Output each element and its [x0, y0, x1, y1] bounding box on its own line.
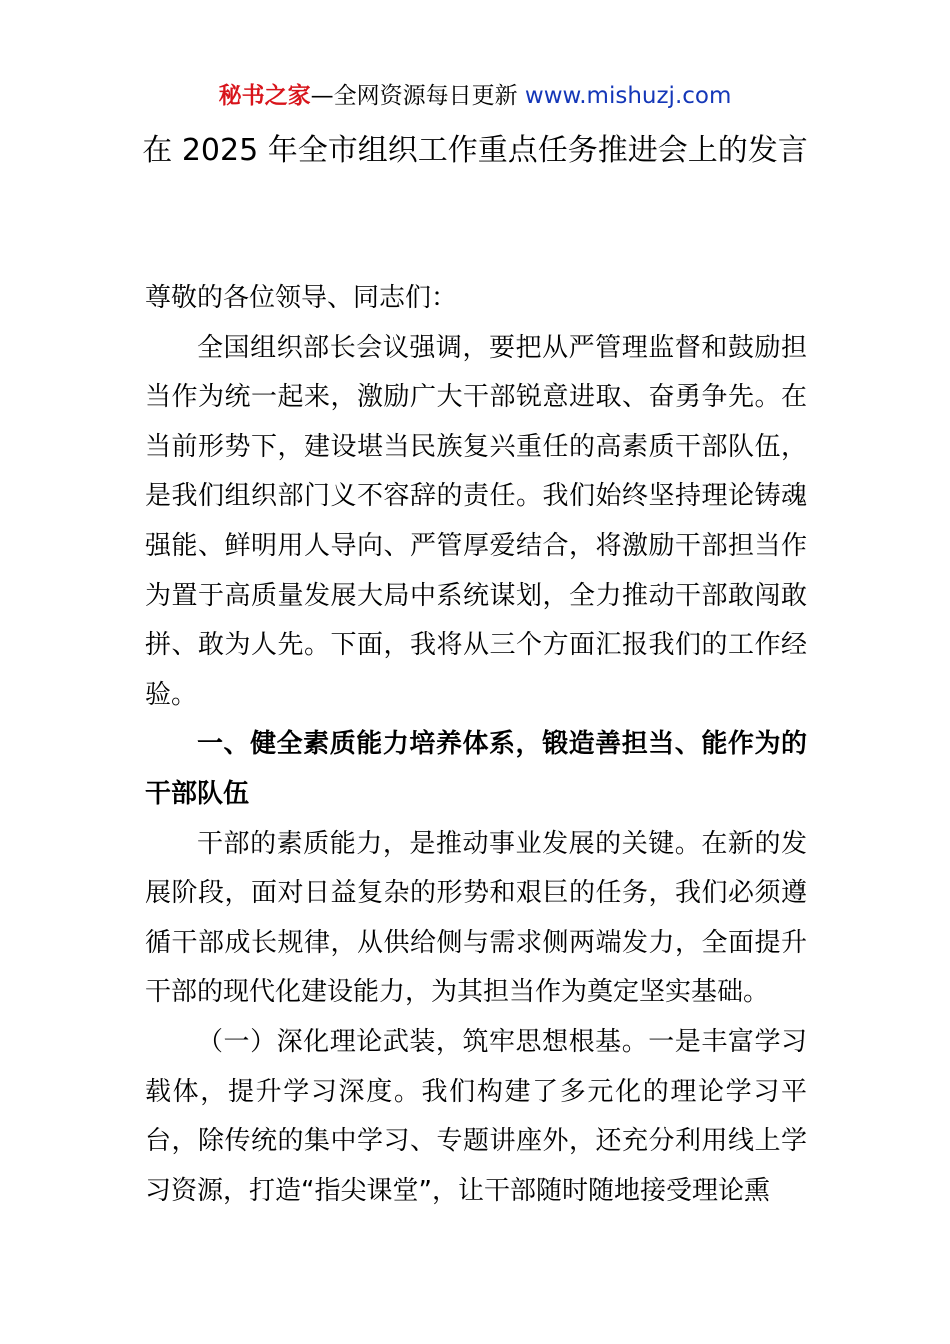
salutation: 尊敬的各位领导、同志们：	[145, 283, 458, 313]
document-title: 在 2025 年全市组织工作重点任务推进会上的发言	[142, 133, 808, 168]
site-tagline: —全网资源每日更新	[310, 83, 518, 109]
site-header	[0, 78, 950, 114]
site-brand: 秘书之家	[218, 83, 311, 109]
subsection-1-paragraph: （一）深化理论武装，筑牢思想根基。一是丰富学习载体，提升学习深度。我们构建了多元化的理论学习平台，除传统的集中学习、专题讲座外，还充分利用线上学习资源，打造“指尖课堂”，让干部随时随地接受理论熏	[145, 1026, 807, 1206]
section-heading-1: 一、健全素质能力培养体系，锻造善担当、能作为的干部队伍	[145, 729, 807, 809]
document-body	[145, 274, 807, 1216]
section-1-paragraph: 干部的素质能力，是推动事业发展的关键。在新的发展阶段，面对日益复杂的形势和艰巨的任务，我们必须遵循干部成长规律，从供给侧与需求侧两端发力，全面提升干部的现代化建设能力，为其担当作为奠定坚实基础。	[145, 828, 807, 1008]
site-url-link[interactable]: www.mishuzj.com	[524, 83, 732, 109]
intro-paragraph: 全国组织部长会议强调，要把从严管理监督和鼓励担当作为统一起来，激励广大干部锐意进取、奋勇争先。在当前形势下，建设堪当民族复兴重任的高素质干部队伍，是我们组织部门义不容辞的责任。我们始终坚持理论铸魂强能、鲜明用人导向、严管厚爱结合，将激励干部担当作为置于高质量发展大局中系统谋划，全力推动干部敢闯敢拼、敢为人先。下面，我将从三个方面汇报我们的工作经验。	[145, 332, 807, 710]
